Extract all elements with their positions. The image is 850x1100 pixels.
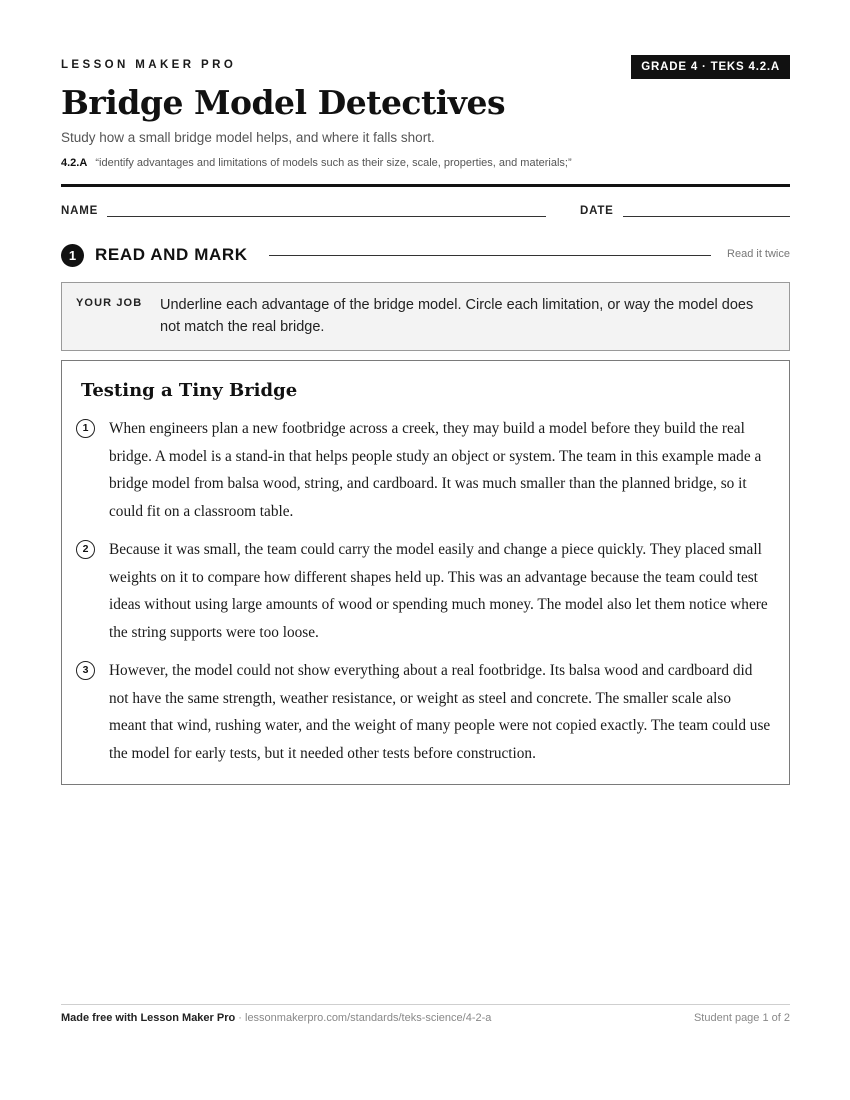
paragraph-text: However, the model could not show everything about a real footbridge. Its balsa wood and cardboard did not have the same strength, weather resistance, or weight as steel and concrete. The smaller scale also meant that wind, rushing water, and the weight of many people were not copied exactly. The team could use the model for early tests, but it needed other tests before construction. (109, 662, 771, 762)
passage-title: Testing a Tiny Bridge (81, 380, 298, 401)
page-subtitle: Study how a small bridge model helps, and where it falls short. (61, 130, 435, 145)
job-label: YOUR JOB (76, 297, 143, 309)
standard-code: 4.2.A (61, 157, 88, 169)
paragraph-number: 1 (76, 419, 95, 438)
section-note: Read it twice (727, 248, 790, 260)
name-label: NAME (61, 205, 99, 217)
paragraph-text: Because it was small, the team could carry the model easily and change a piece quickly. They placed small weights on it to compare how different shapes held up. This was an advantage because the team could test ideas without using large amounts of wood or spending much money. The model also let them notice where the string supports were too loose. (109, 541, 768, 641)
paragraph-number: 2 (76, 540, 95, 559)
paragraph-3 (76, 657, 772, 767)
job-instructions-box (61, 282, 790, 351)
footer-url-link[interactable]: lessonmakerpro.com/standards/teks-science/4-2-a (245, 1012, 492, 1024)
paragraph-2 (76, 536, 772, 646)
standard-text: “identify advantages and limitations of models such as their size, scale, properties, and materials;” (95, 157, 572, 169)
footer-page-number: Student page 1 of 2 (693, 1012, 790, 1024)
footer-divider (61, 1004, 790, 1005)
footer-separator: · (235, 1012, 245, 1024)
date-label: DATE (580, 205, 614, 217)
job-text: Underline each advantage of the bridge model. Circle each limitation, or way the model does not match the real bridge. (160, 297, 754, 335)
header-divider (61, 184, 790, 187)
date-field[interactable] (623, 216, 790, 217)
footer-credit (61, 1012, 491, 1024)
section-heading (61, 243, 790, 267)
reading-passage (61, 360, 790, 785)
worksheet-page (61, 0, 790, 1100)
grade-badge: GRADE 4 · TEKS 4.2.A (631, 55, 790, 79)
section-number-badge: 1 (61, 244, 84, 267)
standard-line (61, 157, 572, 169)
paragraph-text: When engineers plan a new footbridge across a creek, they may build a model before they build the real bridge. A model is a stand-in that helps people study an object or system. The team in this example made a bridge model from balsa wood, string, and cardboard. It was much smaller than the planned bridge, so it could fit on a classroom table. (109, 420, 762, 520)
section-divider (269, 255, 711, 256)
paragraph-1 (76, 415, 772, 525)
name-field[interactable] (107, 216, 546, 217)
section-title: READ AND MARK (95, 245, 248, 264)
footer-made-with: Made free with Lesson Maker Pro (61, 1012, 236, 1024)
paragraph-number: 3 (76, 661, 95, 680)
page-title: Bridge Model Detectives (61, 83, 506, 122)
brand-label: LESSON MAKER PRO (61, 59, 237, 71)
